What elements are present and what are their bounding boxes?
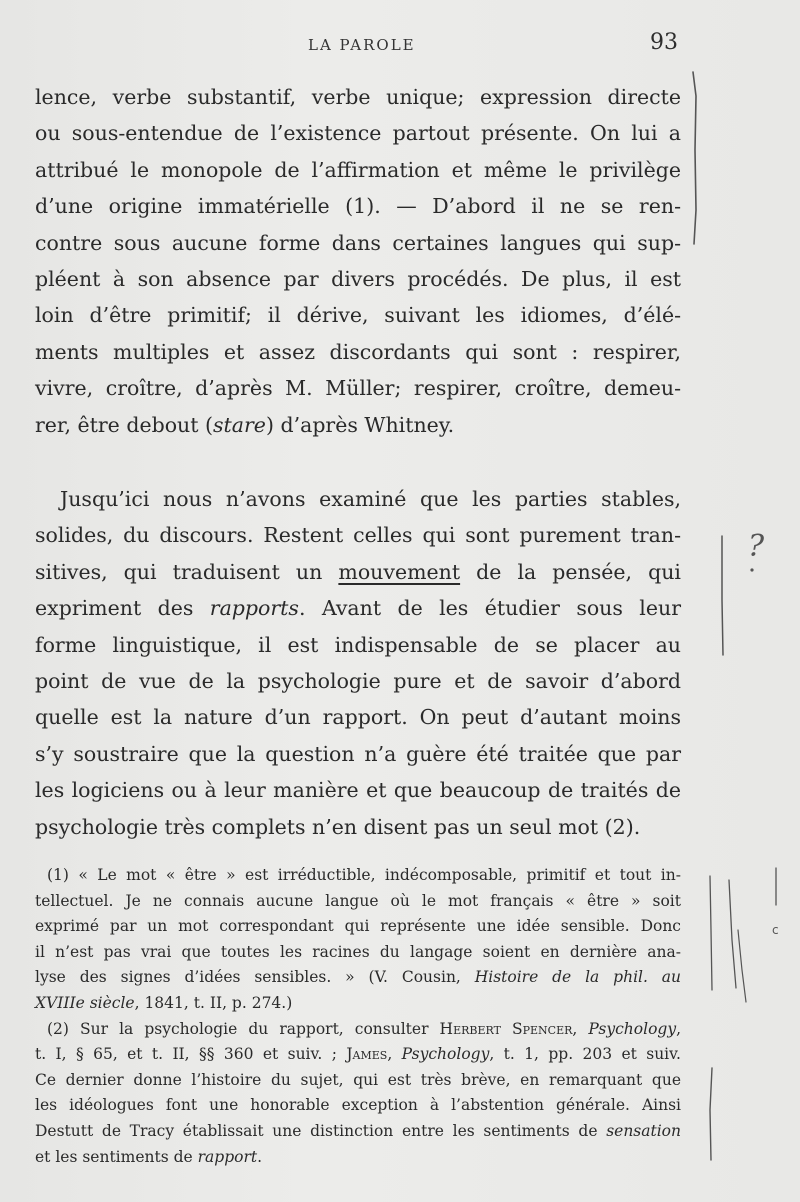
margin-dot-mark	[750, 568, 753, 571]
footnote-line	[35, 991, 681, 1017]
text-run: Destutt de Tracy établissait une distinction entre les sentiments de	[35, 1121, 607, 1140]
footnote-line	[35, 1119, 681, 1145]
italic-title: Psychology	[401, 1045, 490, 1064]
text-line: s’y soustraire que la question n’a guère été traitée que par	[35, 741, 681, 766]
text-line: loin d’être primitif; il dérive, suivant les idiomes, d’élé-	[35, 303, 681, 328]
paragraph-2	[35, 481, 681, 845]
margin-line-mark	[710, 1068, 712, 1160]
text-run: . Avant de les étudier sous leur	[298, 596, 681, 621]
text-run: , 1841, t. II, p. 274.)	[134, 993, 293, 1012]
text-line: psychologie très complets n’en disent pas un seul mot (2).	[35, 814, 641, 839]
text-run: expriment des	[35, 596, 210, 621]
footnote-line	[35, 965, 681, 991]
italic-title: XVIIIe siècle	[35, 993, 135, 1012]
text-run: sitives, qui traduisent un	[35, 559, 339, 584]
margin-question-mark: ?	[748, 529, 765, 564]
text-line	[35, 554, 681, 590]
running-head	[0, 30, 800, 60]
text-line: pléent à son absence par divers procédés. De plus, il est	[35, 267, 681, 292]
text-line	[35, 407, 681, 443]
author-name: Herbert Spencer	[439, 1019, 573, 1038]
text-run: ) d’après Whitney.	[265, 412, 455, 437]
footnote-line: Ce dernier donne l’histoire du sujet, qui est très brève, en remarquant que	[35, 1070, 681, 1089]
text-line: solides, du discours. Restent celles qui sont purement tran-	[35, 523, 681, 548]
text-line: lence, verbe substantif, verbe unique; expression directe	[35, 85, 681, 109]
margin-line-mark	[693, 72, 696, 244]
text-run: , t. 1, pp. 203 et suiv.	[489, 1045, 681, 1064]
margin-line-mark	[738, 930, 746, 1002]
text-run: t. I, § 65, et t. II, §§ 360 et suiv. ;	[35, 1045, 347, 1064]
text-line: ou sous-entendue de l’existence partout présente. On lui a	[35, 121, 681, 146]
text-run: et les sentiments de	[35, 1147, 198, 1166]
text-run: ,	[387, 1045, 402, 1064]
running-title: LA PAROLE	[308, 36, 416, 54]
author-name: James	[346, 1045, 388, 1064]
margin-line-mark	[710, 876, 712, 990]
italic-word: rapports	[209, 596, 299, 621]
text-line: ments multiples et assez discordants qui sont : respirer,	[35, 339, 681, 364]
footnote-line: (1) « Le mot « être » est irréductible, indécomposable, primitif et tout in-	[47, 866, 681, 884]
footnote-line: il n’est pas vrai que toutes les racines du langage soient en dernière ana-	[35, 942, 681, 961]
page-number: 93	[650, 30, 678, 55]
text-run: ,	[572, 1019, 589, 1038]
text-line: contre sous aucune forme dans certaines langues qui sup-	[35, 230, 681, 255]
text-run: ,	[676, 1019, 682, 1038]
text-run: rer, être debout (	[35, 412, 214, 437]
text-line: les logiciens ou à leur manière et que beaucoup de traités de	[35, 778, 681, 803]
italic-word: stare	[213, 412, 266, 437]
footnote-line	[35, 1042, 681, 1068]
italic-title: Psychology	[588, 1019, 677, 1038]
italic-word: sensation	[606, 1121, 681, 1140]
margin-line-mark	[722, 536, 723, 655]
text-line: forme linguistique, il est indispensable de se placer au	[35, 632, 681, 657]
text-run: de la pensée, qui	[460, 559, 681, 584]
footnote-line: tellectuel. Je ne connais aucune langue où le mot français « être » soit	[35, 891, 681, 910]
text-run: .	[257, 1147, 263, 1166]
footnote-line	[35, 1017, 681, 1043]
text-run: (2) Sur la psychologie du rapport, consulter	[47, 1019, 440, 1038]
italic-title: Histoire de la phil. au	[474, 968, 682, 987]
text-line: quelle est la nature d’un rapport. On peut d’autant moins	[35, 705, 681, 730]
margin-line-mark	[729, 880, 736, 988]
text-run: lyse des signes d’idées sensibles. » (V. Cousin,	[35, 968, 475, 987]
underlined-word: mouvement	[338, 559, 461, 584]
footnote-line: exprimé par un mot correspondant qui représente une idée sensible. Donc	[35, 917, 681, 936]
text-line: Jusqu’ici nous n’avons examiné que les parties stables,	[60, 487, 681, 511]
footnote-line	[35, 1145, 681, 1171]
italic-word: rapport	[197, 1147, 258, 1166]
paragraph-1	[35, 79, 681, 443]
text-line: vivre, croître, d’après M. Müller; respirer, croître, demeu-	[35, 376, 681, 401]
text-line: d’une origine immatérielle (1). — D’abord il ne se ren-	[35, 194, 681, 219]
margin-letter-c: c	[772, 923, 779, 937]
footnote-line: les idéologues font une honorable exception à l’abstention générale. Ainsi	[35, 1096, 681, 1115]
text-line: point de vue de la psychologie pure et de savoir d’abord	[35, 669, 681, 694]
text-line	[35, 590, 681, 626]
text-line: attribué le monopole de l’affirmation et même le privilège	[35, 157, 681, 182]
footnotes	[35, 863, 681, 1170]
